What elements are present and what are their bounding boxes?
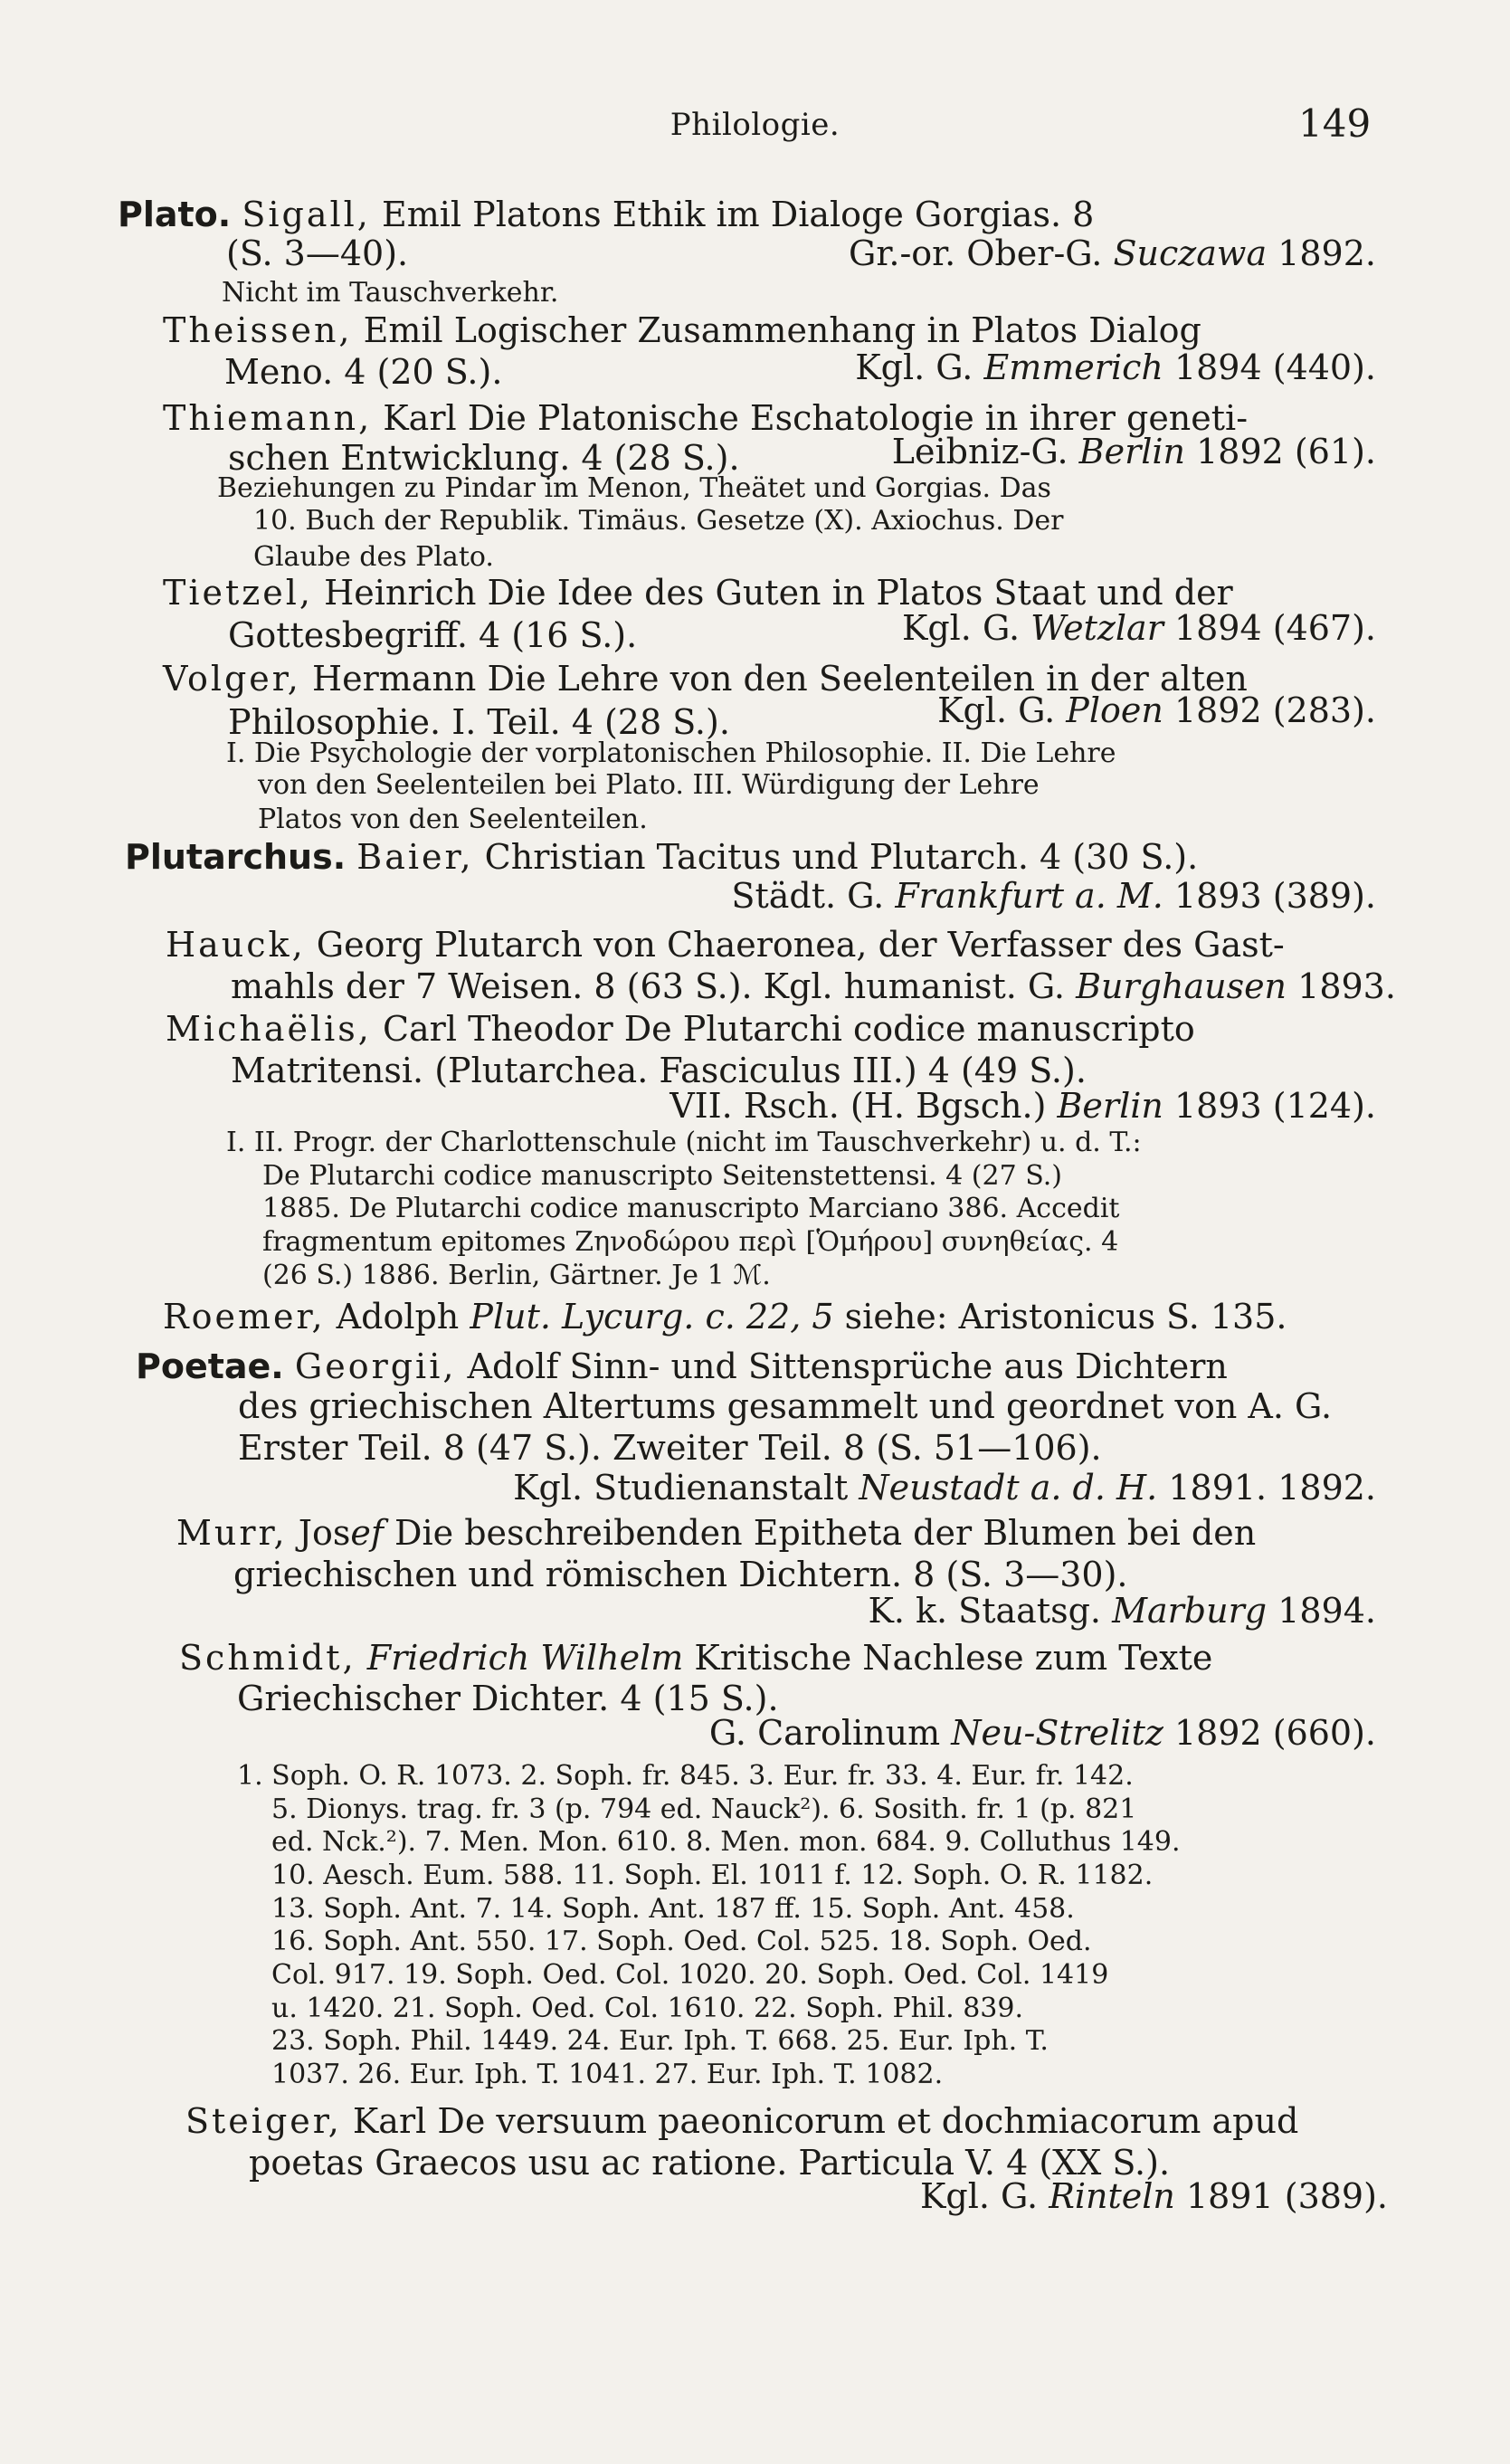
school: Kgl. G. — [901, 608, 1021, 648]
first-names: Friedrich Wilhelm — [366, 1638, 684, 1678]
entry-line: Meno. 4 (20 S.). — [224, 352, 503, 392]
entry-title: Heinrich Die Idee des Guten in Platos Staat und der — [324, 573, 1233, 613]
entry-publisher — [670, 1086, 1376, 1126]
school: VII. Rsch. (H. Bgsch.) — [670, 1086, 1047, 1126]
entry-line: des griechischen Altertums gesammelt und geordnet von A. G. — [238, 1386, 1333, 1426]
entry-title: Georg Plutarch von Chaeronea, der Verfasser des Gast- — [316, 925, 1285, 965]
place: Berlin — [1078, 432, 1186, 471]
year: 1892 (660). — [1173, 1713, 1376, 1753]
author-name: Hauck, — [166, 925, 306, 965]
entry-note: ed. Nck.²). 7. Men. Mon. 610. 8. Men. mon. 684. 9. Colluthus 149. — [271, 1826, 1181, 1858]
school: Gr.-or. Ober-G. — [849, 233, 1103, 273]
entry-note: 10. Aesch. Eum. 588. 11. Soph. El. 1011 f. 12. Soph. O. R. 1182. — [271, 1860, 1154, 1891]
entry-text: mahls der 7 Weisen. 8 (63 S.). Kgl. humanist. G. — [231, 966, 1065, 1006]
entry-michaelis — [166, 1009, 1195, 1049]
entry-note: Beziehungen zu Pindar im Menon, Theätet und Gorgias. Das — [217, 472, 1051, 504]
author-name: Steiger, — [185, 2101, 342, 2141]
entry-title: Carl Theodor De Plutarchi codice manuscripto — [382, 1009, 1195, 1049]
author-name: Tietzel, — [163, 573, 313, 613]
author-name: Theissen, — [163, 310, 353, 350]
entry-note: 1037. 26. Eur. Iph. T. 1041. 27. Eur. Iph. T. 1082. — [271, 2059, 944, 2090]
place: Ploen — [1066, 690, 1163, 730]
entry-publisher — [920, 2176, 1388, 2216]
page-number: 149 — [1298, 101, 1372, 146]
place: Frankfurt a. M. — [895, 876, 1163, 916]
entry-note: I. Die Psychologie der vorplatonischen Philosophie. II. Die Lehre — [226, 737, 1116, 769]
entry-line: Griechischer Dichter. 4 (15 S.). — [237, 1679, 779, 1718]
entry-line: Matritensi. (Plutarchea. Fasciculus III.) 4 (49 S.). — [231, 1051, 1087, 1090]
entry-publisher — [849, 233, 1376, 273]
entry-title: Emil Platons Ethik im Dialoge Gorgias. 8 — [381, 195, 1095, 234]
entry-title: Karl Die Platonische Eschatologie in ihrer geneti- — [383, 398, 1249, 438]
place: Emmerich — [983, 347, 1163, 387]
entry-title: Christian Tacitus und Plutarch. 4 (30 S.). — [484, 837, 1199, 877]
cross-reference: siehe: Aristonicus S. 135. — [844, 1297, 1287, 1337]
author-name: Thiemann, — [163, 398, 373, 438]
first-name-ending: ef — [350, 1513, 384, 1553]
entry-line: (S. 3—40). — [226, 233, 409, 273]
entry-note: Nicht im Tauschverkehr. — [222, 277, 559, 309]
first-name: Adolph — [336, 1297, 460, 1337]
entry-hauck — [166, 925, 1285, 965]
entry-note: 16. Soph. Ant. 550. 17. Soph. Oed. Col. 525. 18. Soph. Oed. — [271, 1926, 1092, 1957]
entry-publisher — [855, 347, 1376, 387]
place: Burghausen — [1076, 966, 1287, 1006]
place: Berlin — [1057, 1086, 1163, 1126]
school: Leibniz-G. — [891, 432, 1068, 471]
entry-title: Plut. Lycurg. c. 22, 5 — [470, 1297, 834, 1337]
school: Kgl. G. — [920, 2176, 1039, 2216]
entry-sigall — [118, 195, 1094, 234]
entry-line: Philosophie. I. Teil. 4 (28 S.). — [228, 702, 730, 742]
entry-note: 1885. De Plutarchi codice manuscripto Marciano 386. Accedit — [262, 1193, 1120, 1224]
entry-publisher — [513, 1468, 1376, 1508]
entry-note: 13. Soph. Ant. 7. 14. Soph. Ant. 187 ff. 15. Soph. Ant. 458. — [271, 1893, 1075, 1925]
year: 1891 (389). — [1185, 2176, 1388, 2216]
year: 1894 (467). — [1173, 608, 1376, 648]
entry-steiger — [185, 2101, 1298, 2141]
entry-line: poetas Graecos usu ac ratione. Particula V. 4 (XX S.). — [249, 2143, 1171, 2183]
section-label-plutarchus: Plutarchus. — [125, 837, 347, 877]
year: 1894 (440). — [1173, 347, 1376, 387]
entry-theissen — [163, 310, 1201, 350]
school: Kgl. Studienanstalt — [513, 1468, 849, 1508]
entry-note: Col. 917. 19. Soph. Oed. Col. 1020. 20. Soph. Oed. Col. 1419 — [271, 1959, 1109, 1991]
running-header: Philologie. — [670, 107, 840, 143]
author-name: Georgii, — [294, 1346, 457, 1386]
section-label-plato: Plato. — [118, 195, 232, 234]
place: Neu-Strelitz — [951, 1713, 1163, 1753]
entry-note: De Plutarchi codice manuscripto Seitenstettensi. 4 (27 S.) — [262, 1160, 1062, 1192]
entry-publisher — [731, 876, 1376, 916]
year: 1893 (124). — [1173, 1086, 1376, 1126]
author-name: Sigall, — [242, 195, 371, 234]
author-name: Roemer, — [163, 1297, 326, 1337]
entry-publisher — [902, 608, 1376, 648]
entry-note: u. 1420. 21. Soph. Oed. Col. 1610. 22. Soph. Phil. 839. — [271, 1993, 1024, 2024]
entry-note: von den Seelenteilen bei Plato. III. Würdigung der Lehre — [258, 769, 1040, 801]
school: Kgl. G. — [937, 690, 1056, 730]
entry-note: 23. Soph. Phil. 1449. 24. Eur. Iph. T. 668. 25. Eur. Iph. T. — [271, 2025, 1049, 2057]
entry-title: Adolf Sinn- und Sittensprüche aus Dichtern — [467, 1346, 1228, 1386]
school: Städt. G. — [731, 876, 885, 916]
author-name: Volger, — [163, 659, 301, 699]
author-name: Michaëlis, — [166, 1009, 372, 1049]
year: 1893. — [1297, 966, 1396, 1006]
entry-note: I. II. Progr. der Charlottenschule (nicht im Tauschverkehr) u. d. T.: — [226, 1127, 1142, 1158]
entry-publisher — [892, 432, 1376, 471]
place: Wetzlar — [1030, 608, 1163, 648]
entry-note: 1. Soph. O. R. 1073. 2. Soph. fr. 845. 3. Eur. fr. 33. 4. Eur. fr. 142. — [237, 1760, 1134, 1792]
entry-baier — [125, 837, 1198, 877]
first-name: Jos — [298, 1513, 351, 1553]
year: 1891. 1892. — [1168, 1468, 1376, 1508]
entry-line: griechischen und römischen Dichtern. 8 (S. 3—30). — [233, 1555, 1128, 1594]
entry-line: schen Entwicklung. 4 (28 S.). — [228, 438, 740, 478]
entry-schmidt — [179, 1638, 1212, 1678]
entry-roemer — [163, 1297, 1287, 1337]
school: K. k. Staatsg. — [868, 1591, 1101, 1631]
year: 1892 (61). — [1196, 432, 1376, 471]
entry-title: Emil Logischer Zusammenhang in Platos Dialog — [363, 310, 1201, 350]
school: Kgl. G. — [855, 347, 973, 387]
author-name: Baier, — [356, 837, 474, 877]
year: 1893 (389). — [1173, 876, 1376, 916]
entry-note: Platos von den Seelenteilen. — [258, 804, 648, 835]
entry-publisher — [709, 1713, 1376, 1753]
entry-line: Gottesbegriff. 4 (16 S.). — [228, 615, 638, 655]
author-name: Murr, — [176, 1513, 288, 1553]
entry-line — [231, 966, 1396, 1006]
entry-note: 10. Buch der Republik. Timäus. Gesetze (X). Axiochus. Der — [253, 505, 1064, 537]
entry-georgii — [136, 1346, 1228, 1386]
entry-line: Erster Teil. 8 (47 S.). Zweiter Teil. 8 (S. 51—106). — [238, 1428, 1102, 1468]
entry-tietzel — [163, 573, 1233, 613]
place: Marburg — [1112, 1591, 1268, 1631]
entry-publisher — [937, 690, 1376, 730]
school: G. Carolinum — [708, 1713, 941, 1753]
entry-title: Die beschreibenden Epitheta der Blumen bei den — [394, 1513, 1257, 1553]
entry-note: 5. Dionys. trag. fr. 3 (p. 794 ed. Nauck²). 6. Sosith. fr. 1 (p. 821 — [271, 1793, 1137, 1825]
place: Rinteln — [1049, 2176, 1175, 2216]
year: 1892 (283). — [1173, 690, 1376, 730]
entry-title: Kritische Nachlese zum Texte — [694, 1638, 1213, 1678]
entry-murr — [176, 1513, 1256, 1553]
entry-note: fragmentum epitomes Ζηνοδώρου περὶ [Ὁμήρου] συνηθείας. 4 — [262, 1226, 1119, 1258]
entry-note: Glaube des Plato. — [253, 541, 494, 573]
entry-publisher — [868, 1591, 1376, 1631]
place: Neustadt a. d. H. — [859, 1468, 1158, 1508]
year: 1892. — [1277, 233, 1376, 273]
section-label-poetae: Poetae. — [136, 1346, 284, 1386]
entry-note: (26 S.) 1886. Berlin, Gärtner. Je 1 ℳ. — [262, 1260, 771, 1291]
entry-title: Hermann Die Lehre von den Seelenteilen in der alten — [311, 659, 1248, 699]
year: 1894. — [1277, 1591, 1376, 1631]
entry-title: Karl De versuum paeonicorum et dochmiacorum apud — [352, 2101, 1299, 2141]
author-name: Schmidt, — [179, 1638, 356, 1678]
place: Suczawa — [1113, 233, 1268, 273]
